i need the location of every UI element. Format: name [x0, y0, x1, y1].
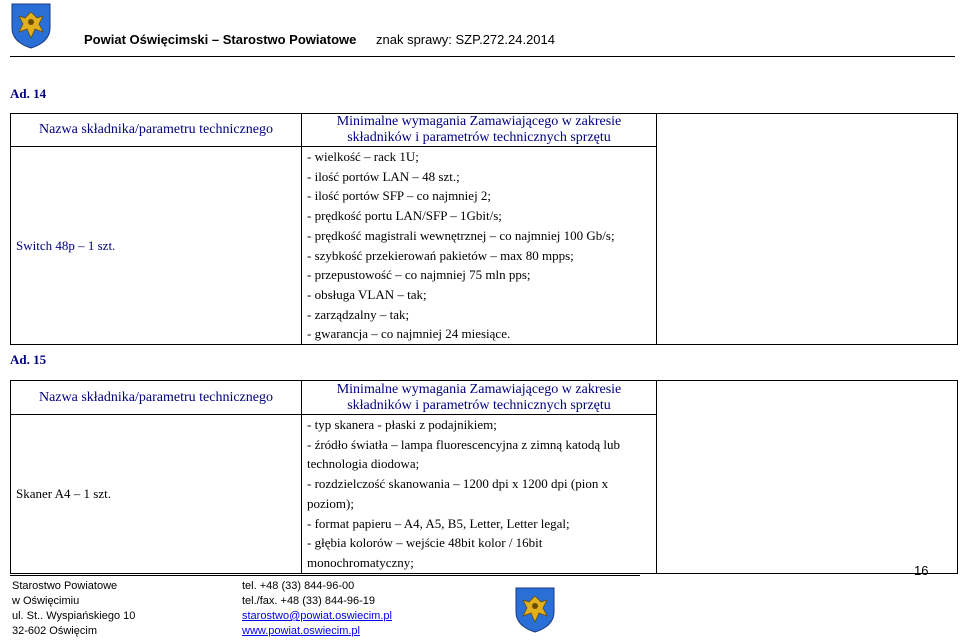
empty-cell	[657, 114, 958, 345]
spec-line: - ilość portów LAN – 48 szt.;	[307, 168, 460, 184]
spec-line: - format papieru – A4, A5, B5, Letter, Letter legal;	[307, 515, 570, 531]
spec-line: - źródło światła – lampa fluorescencyjna z zimną katodą lub	[307, 436, 620, 452]
spec-line: - przepustowość – co najmniej 75 mln pps;	[307, 267, 531, 283]
ad-15-label: Ad. 15	[10, 352, 47, 367]
col1-header: Nazwa składnika/parametru technicznego	[11, 114, 302, 147]
col1-header: Nazwa składnika/parametru technicznego	[11, 381, 302, 415]
col2-header-line1: Minimalne wymagania Zamawiającego w zakresie	[336, 114, 622, 129]
ad-14-table	[10, 113, 958, 345]
spec-line: - rozdzielczość skanowania – 1200 dpi x 1200 dpi (pion x	[307, 476, 609, 492]
footer-line: ul. St.. Wyspiańskiego 10	[12, 610, 136, 622]
spec-line: - obsługa VLAN – tak;	[307, 286, 427, 302]
website-link[interactable]: www.powiat.oswiecim.pl	[242, 625, 360, 637]
footer-contact	[242, 579, 392, 639]
spec-list	[302, 415, 657, 574]
spec-line: poziom);	[307, 495, 354, 511]
col2-header-line2: składników i parametrów technicznych sprzętu	[347, 130, 611, 145]
col2-header	[302, 114, 657, 147]
item-name: Switch 48p – 1 szt.	[11, 147, 302, 345]
col2-header	[302, 381, 657, 415]
col2-header-line2: składników i parametrów technicznych sprzętu	[347, 397, 611, 413]
spec-line: monochromatyczny;	[307, 554, 414, 570]
spec-line: - ilość portów SFP – co najmniej 2;	[307, 188, 492, 204]
col2-header-line1: Minimalne wymagania Zamawiającego w zakresie	[336, 381, 622, 397]
spec-line: - wielkość – rack 1U;	[307, 149, 419, 164]
footer-crest-icon	[514, 586, 556, 634]
spec-line: - szybkość przekierowań pakietów – max 80 mpps;	[307, 247, 574, 263]
spec-line: - prędkość magistrali wewnętrznej – co najmniej 100 Gb/s;	[307, 227, 615, 243]
spec-line: technologia diodowa;	[307, 456, 420, 472]
email-link[interactable]: starostwo@powiat.oswiecim.pl	[242, 610, 392, 622]
header-crest-icon	[10, 2, 52, 50]
spec-line: - głębia kolorów – wejście 48bit kolor / 16bit	[307, 535, 543, 551]
page-number: 16	[914, 563, 929, 578]
footer-line: 32-602 Oświęcim	[12, 625, 97, 637]
case-number: znak sprawy: SZP.272.24.2014	[376, 32, 555, 47]
phone: tel. +48 (33) 844-96-00	[242, 580, 355, 592]
ad-15-table	[10, 380, 958, 574]
footer-divider	[10, 575, 640, 576]
spec-line: - typ skanera - płaski z podajnikiem;	[307, 417, 497, 432]
footer-line: w Oświęcimiu	[12, 595, 80, 607]
empty-cell	[657, 381, 958, 574]
spec-line: - prędkość portu LAN/SFP – 1Gbit/s;	[307, 208, 502, 224]
header-title: Powiat Oświęcimski – Starostwo Powiatowe	[84, 32, 357, 47]
footer-line: Starostwo Powiatowe	[12, 580, 118, 592]
spec-line: - gwarancja – co najmniej 24 miesiące.	[307, 326, 511, 342]
header-divider	[10, 56, 955, 57]
spec-line: - zarządzalny – tak;	[307, 306, 410, 322]
ad-14-label: Ad. 14	[10, 86, 47, 101]
item-name: Skaner A4 – 1 szt.	[11, 415, 302, 574]
footer-address	[12, 579, 135, 639]
spec-list	[302, 147, 657, 345]
fax: tel./fax. +48 (33) 844-96-19	[242, 595, 375, 607]
